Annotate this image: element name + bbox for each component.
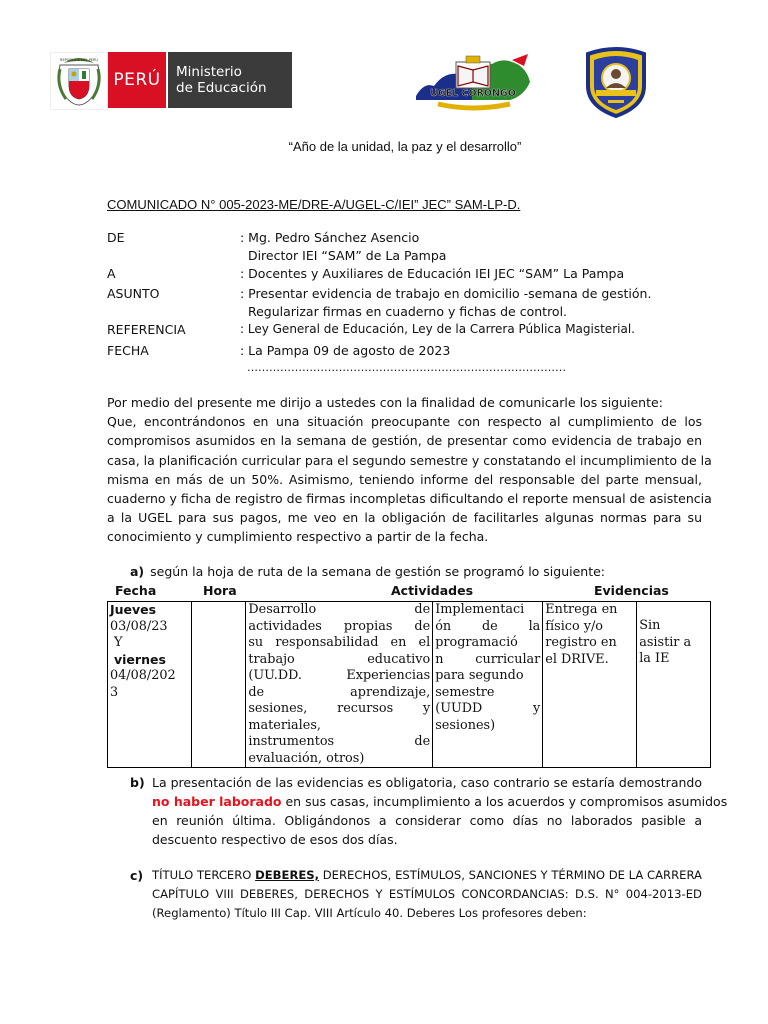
item-line: (Reglamento) Título III Cap. VIII Artículo 40. Deberes Los profesores deben: [152, 906, 587, 920]
meta-value: : Presentar evidencia de trabajo en domicilio -semana de gestión. [240, 286, 652, 301]
cell-line: (UUDD y [435, 701, 541, 716]
meta-key: A [107, 266, 116, 281]
meta-value: Director IEI “SAM” de La Pampa [240, 248, 447, 263]
item-pre: TÍTULO TERCERO [152, 868, 256, 882]
cell-line: físico y/o [545, 618, 603, 634]
cell-line: para segundo [435, 668, 524, 683]
cell-line: el DRIVE. [545, 651, 609, 667]
cell-line: Implementaci [435, 602, 525, 617]
underlined-text: DEBERES, [255, 868, 320, 882]
item-label: a) [130, 564, 145, 579]
item-line-rest: DERECHOS, ESTÍMULOS, SANCIONES Y TÉRMINO DE LA CARRERA [319, 868, 702, 882]
meta-key: ASUNTO [107, 286, 160, 301]
cell-line: sesiones, recursos y [248, 701, 431, 716]
item-line: La presentación de las evidencias es obligatoria, caso contrario se estaría demostrando [152, 775, 702, 790]
cell-line: n curricular [435, 651, 541, 667]
cell-line: trabajo educativo [248, 651, 431, 667]
header-hora: Hora [203, 583, 237, 598]
cell-sin-asistir [637, 602, 711, 768]
school-crest-icon [582, 46, 650, 118]
header-evidencias: Evidencias [594, 583, 669, 598]
item-text: según la hoja de ruta de la semana de gestión se programó lo siguiente: [150, 564, 606, 579]
cell-line: Desarrollo de [248, 602, 431, 617]
activities-table [107, 601, 711, 768]
paragraph-line: a la UGEL para sus pagos, me veo en la obligación de facilitarles algunas normas para su [107, 510, 702, 526]
highlight-text: no haber laborado [152, 794, 282, 809]
peru-label: PERÚ [108, 52, 166, 108]
item-text [152, 866, 702, 923]
ministry-logo [50, 52, 292, 108]
day-2: viernes [114, 651, 166, 667]
cell-entrega [543, 602, 637, 768]
paragraph-line: casa, la planificación curricular para el segundo semestre y constatando el incumplimiento de la [107, 452, 712, 468]
paragraph-line: cuaderno y ficha de registro de firmas incompletas dificultando el reporte mensual de asistencia [107, 491, 712, 507]
meta-dotted-line: …………………………………………………………………………… [240, 361, 566, 374]
cell-line: registro en [545, 635, 617, 650]
item-line [152, 792, 728, 811]
cell-implementacion [433, 602, 543, 768]
meta-value: : Mg. Pedro Sánchez Asencio [240, 230, 420, 245]
cell-line: ón de la [435, 618, 541, 634]
svg-text:REPÚBLICA DEL PERÚ: REPÚBLICA DEL PERÚ [60, 58, 98, 62]
ugel-label: UGEL CORONGO [430, 88, 516, 99]
item-label: b) [130, 775, 145, 790]
cell-line: instrumentos de [248, 734, 431, 749]
document-title: COMUNICADO N° 005-2023-ME/DRE-A/UGEL-C/IEI” JEC” SAM-LP-D. [107, 197, 521, 212]
cell-hora [191, 602, 246, 768]
meta-value: : Ley General de Educación, Ley de la Carrera Pública Magisterial. [240, 322, 635, 336]
item-line: en reunión última. Obligándonos a considerar como días no laborados pasible a [152, 813, 702, 828]
ministry-line-2: de Educación [176, 80, 267, 96]
year-motto: “Año de la unidad, la paz y el desarrollo” [288, 139, 522, 154]
cell-line: Entrega en [545, 602, 618, 617]
cell-line: evaluación, otros) [248, 750, 365, 766]
meta-key: DE [107, 230, 125, 245]
date-2: 04/08/202 [110, 668, 176, 683]
paragraph-line: Por medio del presente me dirijo a ustedes con la finalidad de comunicarle los siguiente: [107, 395, 663, 410]
item-label: c) [130, 868, 144, 883]
cell-line: (UU.DD. Experiencias [248, 668, 431, 683]
ministry-line-1: Ministerio [176, 64, 242, 80]
paragraph-line: misma en más de un 50%. Asimismo, teniendo informe del responsable del parte mensual, [107, 471, 702, 487]
and-text: Y [114, 635, 123, 650]
cell-line: sesiones) [435, 717, 496, 733]
cell-line: programació [435, 635, 518, 650]
item-line-rest: en sus casas, incumplimiento a los acuerdos y compromisos asumidos [281, 794, 728, 809]
paragraph-line: Que, encontrándonos en una situación preocupante con respecto al cumplimiento de los [107, 414, 702, 430]
day-1: Jueves [110, 602, 157, 617]
table-row [108, 602, 711, 768]
ministry-name [166, 52, 292, 108]
date-1: 03/08/23 [110, 618, 168, 634]
cell-line: la IE [639, 651, 670, 666]
cell-actividades [246, 602, 433, 768]
item-line: CAPÍTULO VIII DEBERES, DERECHOS Y ESTÍMULOS CONCORDANCIAS: D.S. N° 004-2013-ED [152, 887, 702, 901]
cell-line: materiales, [248, 717, 321, 733]
cell-line: asistir a [639, 634, 692, 650]
cell-line: semestre [435, 684, 495, 700]
header-actividades: Actividades [391, 583, 474, 598]
letterhead [0, 40, 768, 120]
cell-line: su responsabilidad en el [248, 635, 431, 650]
meta-value: Regularizar firmas en cuaderno y fichas de control. [240, 304, 568, 319]
item-a [130, 564, 605, 579]
item-line: descuento respectivo de esos dos días. [152, 832, 398, 847]
paragraph-line: conocimiento y cumplimiento respectivo a partir de la fecha. [107, 529, 489, 545]
cell-line: actividades propias de [248, 618, 431, 634]
table-header-row [0, 583, 768, 601]
date-2-cont: 3 [110, 684, 119, 700]
item-line [152, 866, 702, 885]
ugel-logo [414, 52, 532, 112]
meta-value: : La Pampa 09 de agosto de 2023 [240, 343, 451, 358]
meta-key: REFERENCIA [107, 322, 186, 337]
header-fecha: Fecha [115, 583, 157, 598]
intro-paragraph [107, 393, 712, 547]
meta-key: FECHA [107, 343, 149, 358]
peru-coat-of-arms-icon [50, 52, 108, 110]
paragraph-line: compromisos asumidos en la semana de gestión, de presentar como evidencia de trabajo en [107, 433, 702, 449]
cell-line: Sin [639, 618, 661, 633]
item-text [152, 773, 728, 849]
cell-line: de aprendizaje, [248, 684, 431, 700]
meta-value: : Docentes y Auxiliares de Educación IEI JEC “SAM” La Pampa [240, 266, 625, 281]
cell-fecha [108, 602, 192, 768]
